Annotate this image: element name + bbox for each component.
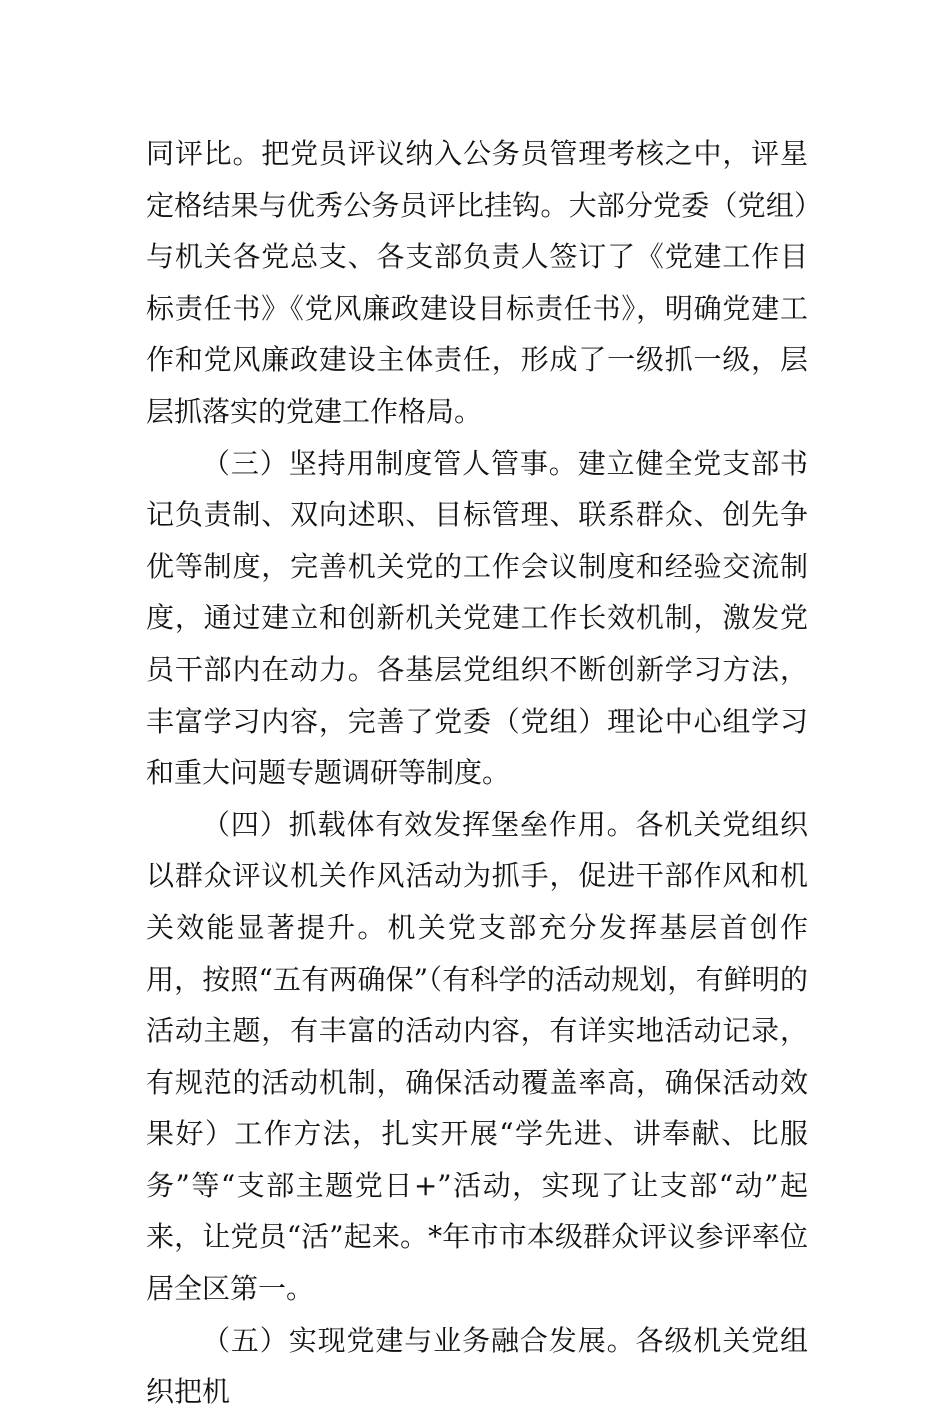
- paragraph-section-four: （四）抓载体有效发挥堡垒作用。各机关党组织以群众评议机关作风活动为抓手，促进干部作风和机关效能显著提升。机关党支部充分发挥基层首创作用，按照“五有两确保”（有科学的活动规划，有鲜明的活动主题，有丰富的活动内容，有详实地活动记录，有规范的活动机制，确保活动覆盖率高，确保活动效果好）工作方法，扎实开展“学先进、讲奉献、比服务”等“支部主题党日+”活动，实现了让支部“动”起来，让党员“活”起来。*年市市本级群众评议参评率位居全区第一。: [146, 807, 808, 1306]
- paragraph-continuation: 同评比。把党员评议纳入公务员管理考核之中，评星定格结果与优秀公务员评比挂钩。大部分党委（党组）与机关各党总支、各支部负责人签订了《党建工作目标责任书》《党风廉政建设目标责任书》，明确党建工作和党风廉政建设主体责任，形成了一级抓一级，层层抓落实的党建工作格局。: [146, 137, 808, 428]
- document-body: [146, 128, 808, 1418]
- paragraph-section-three: （三）坚持用制度管人管事。建立健全党支部书记负责制、双向述职、目标管理、联系群众、创先争优等制度，完善机关党的工作会议制度和经验交流制度，通过建立和创新机关党建工作长效机制，激发党员干部内在动力。各基层党组织不断创新学习方法，丰富学习内容，完善了党委（党组）理论中心组学习和重大问题专题调研等制度。: [146, 446, 808, 790]
- paragraph-section-five: （五）实现党建与业务融合发展。各级机关党组织把机: [146, 1323, 808, 1409]
